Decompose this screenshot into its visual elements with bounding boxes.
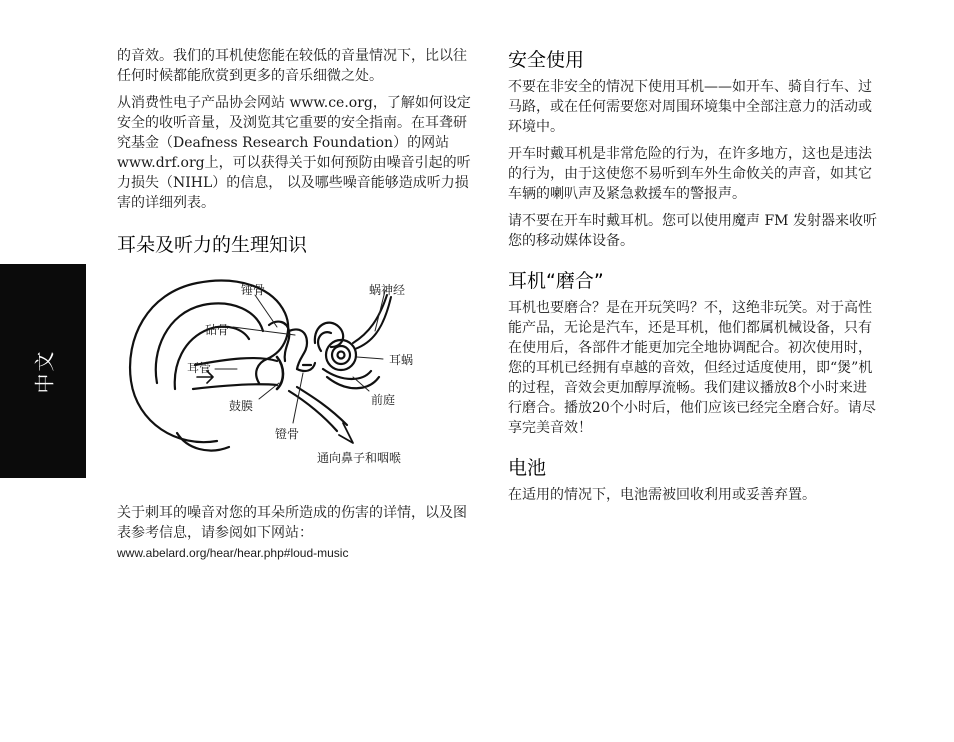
tube-arrow bbox=[339, 423, 353, 443]
label-stapes: 镫骨 bbox=[275, 427, 300, 441]
ear-diagram bbox=[117, 273, 479, 485]
reference-url[interactable]: www.abelard.org/hear/hear.php#loud-music bbox=[117, 546, 349, 560]
label-cochlear-nerve: 蜗神经 bbox=[369, 283, 406, 297]
label-cochlea: 耳蜗 bbox=[389, 353, 414, 367]
vestibule-curves bbox=[323, 369, 379, 388]
label-eustachian: 通向鼻子和咽喉 bbox=[317, 451, 402, 465]
language-tab-label: 中文 bbox=[32, 349, 57, 393]
language-tab[interactable] bbox=[0, 264, 86, 478]
cochlea-mid bbox=[332, 346, 350, 364]
safety-paragraph-2: 开车时戴耳机是非常危险的行为，在许多地方，这也是违法的行为，由于这使您不易听到车外生命攸关的声音，如其它车辆的喇叭声及紧急救援车的警报声。 bbox=[508, 146, 872, 202]
reference-text: 关于刺耳的噪音对您的耳朵所造成的伤害的详情，以及图表参考信息，请参阅如下网站： bbox=[117, 505, 467, 541]
ptr-cochlea bbox=[357, 357, 383, 359]
reference-paragraph bbox=[117, 503, 479, 563]
eustachian-tube bbox=[289, 387, 347, 431]
intro-paragraph: 的音效。我们的耳机使您能在较低的音量情况下，比以往任何时候都能欣赏到更多的音乐细微之处。 bbox=[117, 48, 467, 84]
left-column bbox=[117, 46, 479, 570]
incus-shape bbox=[289, 330, 307, 370]
battery-paragraph: 在适用的情况下，电池需被回收利用或妥善弃置。 bbox=[508, 487, 816, 503]
battery-heading: 电池 bbox=[508, 457, 547, 479]
ear-illustration bbox=[117, 273, 479, 485]
label-eardrum: 鼓膜 bbox=[229, 399, 254, 413]
right-column bbox=[508, 46, 878, 512]
safety-paragraph-3: 请不要在开车时戴耳机。您可以使用魔声 FM 发射器来收听您的移动媒体设备。 bbox=[508, 213, 877, 249]
ear-anatomy-heading: 耳朵及听力的生理知识 bbox=[117, 234, 308, 256]
safety-paragraph-1: 不要在非安全的情况下使用耳机——如开车、骑自行车、过马路，或在任何需要您对周围环境集中全部注意力的活动或环境中。 bbox=[508, 79, 872, 135]
label-malleus: 锤骨 bbox=[241, 283, 266, 297]
ptr-nerve bbox=[375, 291, 385, 331]
resources-paragraph: 从消费性电子产品协会网站 www.ce.org，了解如何设定安全的收听音量，及浏览其它重要的安全指南。在耳聋研究基金（Deafness Research Foundation）的网站www.drf.org上，可以获得关于如何预防由噪音引起的听力损失（NIHL）的信息， 以及哪些噪音能够造成听力损害的详细列表。 bbox=[117, 95, 471, 211]
label-vestibule: 前庭 bbox=[371, 393, 396, 407]
canal-bottom bbox=[193, 384, 277, 389]
label-ear-canal: 耳管 bbox=[187, 361, 212, 375]
burn-in-heading: 耳机“磨合” bbox=[508, 270, 604, 292]
cochlea-inner bbox=[338, 352, 345, 359]
label-incus: 砧骨 bbox=[205, 323, 230, 337]
stapes-shape bbox=[297, 363, 315, 371]
safety-heading: 安全使用 bbox=[508, 49, 585, 71]
burn-in-paragraph: 耳机也要磨合？是在开玩笑吗？不，这绝非玩笑。对于高性能产品，无论是汽车，还是耳机，他们都属机械设备，只有在使用后，各部件才能更加完全地协调配合。初次使用时，您的耳机已经拥有卓越的音效，但经过适度使用，即“煲”机的过程，音效会更加醇厚流畅。我们建议播放8个小时来进行磨合。播放20个小时后，他们应该已经完全磨合好。请尽享完美音效！ bbox=[508, 300, 876, 436]
